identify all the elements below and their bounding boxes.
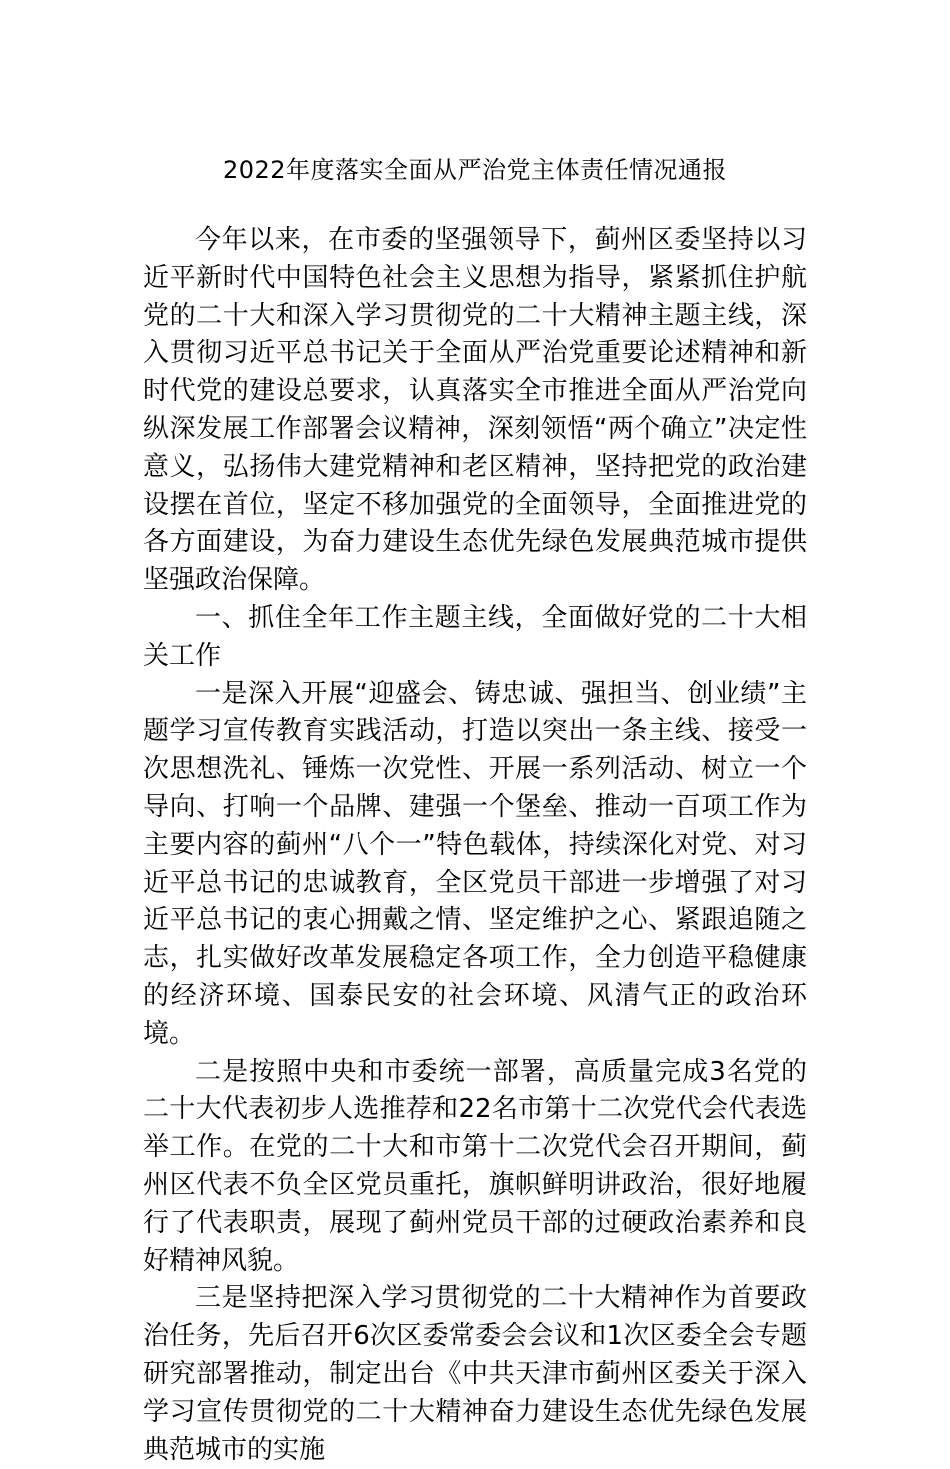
document-title: 2022年度落实全面从严治党主体责任情况通报 [222, 156, 728, 184]
paragraph-item-3: 三是坚持把深入学习贯彻党的二十大精神作为首要政治任务，先后召开6次区委常委会会议和1次区委全会专题研究部署推动，制定出台《中共天津市蓟州区委关于深入学习宣传贯彻党的二十大精神奋力建设生态优先绿色发展典范城市的实施 [143, 1283, 807, 1465]
paragraph-item-2: 二是按照中央和市委统一部署，高质量完成3名党的二十大代表初步人选推荐和22名市第十二次党代会代表选举工作。在党的二十大和市第十二次党代会召开期间，蓟州区代表不负全区党员重托，旗帜鲜明讲政治，很好地履行了代表职责，展现了蓟州党员干部的过硬政治素养和良好精神风貌。 [143, 1056, 807, 1276]
section-heading-1: 一、抓住全年工作主题主线，全面做好党的二十大相关工作 [143, 602, 807, 671]
paragraph-item-1: 一是深入开展“迎盛会、铸忠诚、强担当、创业绩”主题学习宣传教育实践活动，打造以突出一条主线、接受一次思想洗礼、锤炼一次党性、开展一系列活动、树立一个导向、打响一个品牌、建强一个堡垒、推动一百项工作为主要内容的蓟州“八个一”特色载体，持续深化对党、对习近平总书记的忠诚教育，全区党员干部进一步增强了对习近平总书记的衷心拥戴之情、坚定维护之心、紧跟追随之志，扎实做好改革发展稳定各项工作，全力创造平稳健康的经济环境、国泰民安的社会环境、风清气正的政治环境。 [143, 678, 807, 1049]
intro-paragraph: 今年以来，在市委的坚强领导下，蓟州区委坚持以习近平新时代中国特色社会主义思想为指导，紧紧抓住护航党的二十大和深入学习贯彻党的二十大精神主题主线，深入贯彻习近平总书记关于全面从严治党重要论述精神和新时代党的建设总要求，认真落实全市推进全面从严治党向纵深发展工作部署会议精神，深刻领悟“两个确立”决定性意义，弘扬伟大建党精神和老区精神，坚持把党的政治建设摆在首位，坚定不移加强党的全面领导，全面推进党的各方面建设，为奋力建设生态优先绿色发展典范城市提供坚强政治保障。 [143, 225, 807, 596]
document-body [143, 222, 807, 1469]
